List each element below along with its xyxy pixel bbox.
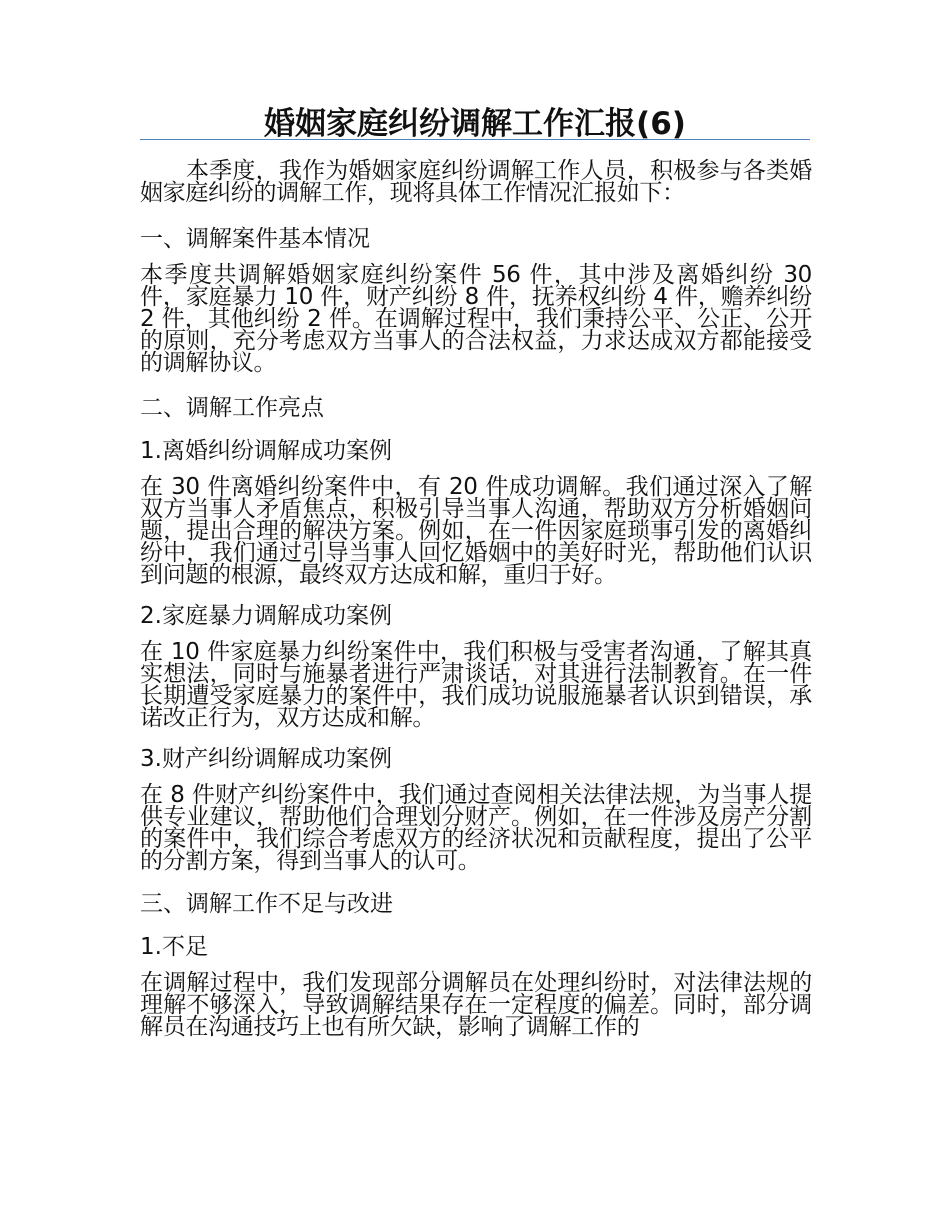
intro-paragraph: 本季度，我作为婚姻家庭纠纷调解工作人员，积极参与各类婚姻家庭纠纷的调解工作，现将具体工作情况汇报如下： <box>140 158 812 206</box>
title-underline <box>140 139 810 140</box>
section-3-item-1-body: 在调解过程中，我们发现部分调解员在处理纠纷时，对法律法规的理解不够深入，导致调解结果存在一定程度的偏差。同时，部分调解员在沟通技巧上也有所欠缺，影响了调解工作的 <box>140 970 812 1040</box>
section-3-item-1-heading: 1.不足 <box>140 934 208 960</box>
section-2-heading: 二、调解工作亮点 <box>140 395 324 421</box>
section-2-item-2-heading: 2.家庭暴力调解成功案例 <box>140 603 392 629</box>
document-body <box>140 160 812 1038</box>
section-2-item-3-heading: 3.财产纠纷调解成功案例 <box>140 746 392 772</box>
document-title: 婚姻家庭纠纷调解工作汇报(6) <box>264 106 686 142</box>
section-2-item-1-body: 在 30 件离婚纠纷案件中，有 20 件成功调解。我们通过深入了解双方当事人矛盾焦点，积极引导当事人沟通，帮助双方分析婚姻问题，提出合理的解决方案。例如，在一件因家庭琐事引发的离婚纠纷中，我们通过引导当事人回忆婚姻中的美好时光，帮助他们认识到问题的根源，最终双方达成和解，重归于好。 <box>140 474 812 588</box>
section-3-heading: 三、调解工作不足与改进 <box>140 891 393 917</box>
section-2-item-2-body: 在 10 件家庭暴力纠纷案件中，我们积极与受害者沟通，了解其真实想法，同时与施暴者进行严肃谈话，对其进行法制教育。在一件长期遭受家庭暴力的案件中，我们成功说服施暴者认识到错误，承诺改正行为，双方达成和解。 <box>140 639 812 731</box>
section-2-item-1-heading: 1.离婚纠纷调解成功案例 <box>140 438 392 464</box>
section-1-body: 本季度共调解婚姻家庭纠纷案件 56 件，其中涉及离婚纠纷 30 件，家庭暴力 10 件，财产纠纷 8 件，抚养权纠纷 4 件，赡养纠纷 2 件，其他纠纷 2 件。在调解过程中，我们秉持公平、公正、公开的原则，充分考虑双方当事人的合法权益，力求达成双方都能接受的调解协议。 <box>140 262 812 376</box>
section-2-item-3-body: 在 8 件财产纠纷案件中，我们通过查阅相关法律法规，为当事人提供专业建议，帮助他们合理划分财产。例如，在一件涉及房产分割的案件中，我们综合考虑双方的经济状况和贡献程度，提出了公平的分割方案，得到当事人的认可。 <box>140 782 812 874</box>
section-1-heading: 一、调解案件基本情况 <box>140 226 370 252</box>
